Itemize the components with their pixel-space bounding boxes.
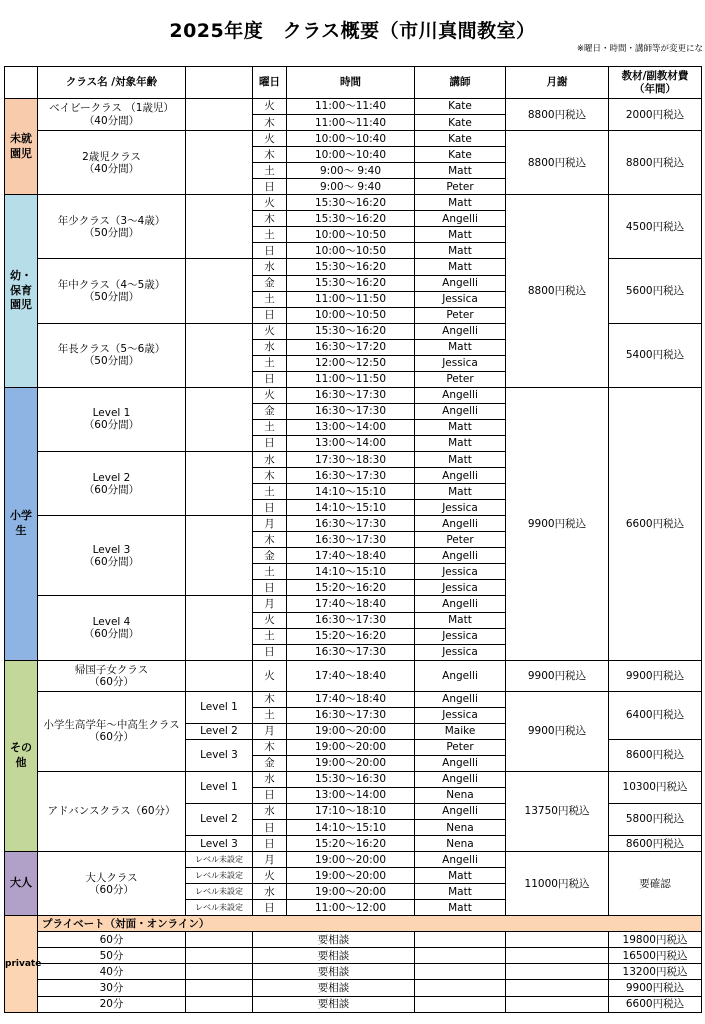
class-name: 2歳児クラス （40分間） (38, 131, 186, 195)
private-duration: 40分 (38, 964, 186, 980)
material-cell: 10300円税込 (609, 771, 702, 803)
time-cell: 17:40～18:40 (287, 691, 415, 707)
private-empty (186, 932, 253, 948)
teacher-cell: Kate (415, 115, 506, 131)
change-note: ※曜日・時間・講師等が変更にな (576, 44, 703, 54)
class-name: 帰国子女クラス （60分） (38, 660, 186, 691)
teacher-cell: Matt (415, 163, 506, 179)
section-label: 未就園児 (5, 99, 38, 195)
header-section (5, 67, 38, 99)
private-fee: 6600円税込 (609, 996, 702, 1012)
time-cell: 14:10～15:10 (287, 564, 415, 580)
teacher-cell: Peter (415, 179, 506, 195)
fee-cell: 9900円税込 (506, 660, 609, 691)
teacher-cell: Angelli (415, 516, 506, 532)
day-cell: 日 (253, 500, 287, 516)
private-row (5, 980, 702, 996)
time-cell: 10:00～10:50 (287, 243, 415, 259)
teacher-cell: Maike (415, 723, 506, 739)
private-fee: 9900円税込 (609, 980, 702, 996)
day-cell: 木 (253, 115, 287, 131)
fee-cell: 9900円税込 (506, 691, 609, 771)
day-cell: 火 (253, 99, 287, 115)
private-duration: 20分 (38, 996, 186, 1012)
day-cell: 土 (253, 227, 287, 243)
time-cell: 11:00～12:00 (287, 900, 415, 916)
material-cell: 2000円税込 (609, 99, 702, 131)
day-cell: 土 (253, 355, 287, 371)
time-cell: 9:00～ 9:40 (287, 179, 415, 195)
private-empty (506, 964, 609, 980)
time-cell: 10:00～10:40 (287, 147, 415, 163)
class-name: 小学生高学年～中高生クラス （60分） (38, 691, 186, 771)
private-row (5, 964, 702, 980)
day-cell: 月 (253, 596, 287, 612)
fee-cell: 11000円税込 (506, 852, 609, 916)
teacher-cell: Kate (415, 131, 506, 147)
material-cell: 5600円税込 (609, 259, 702, 323)
time-cell: 11:00～11:50 (287, 371, 415, 387)
private-consult: 要相談 (253, 996, 415, 1012)
teacher-cell: Matt (415, 419, 506, 435)
teacher-cell: Angelli (415, 771, 506, 787)
teacher-cell: Nena (415, 787, 506, 803)
teacher-cell: Angelli (415, 852, 506, 868)
day-cell: 日 (253, 820, 287, 836)
time-cell: 16:30～17:30 (287, 387, 415, 403)
schedule-row (5, 691, 702, 707)
day-cell: 木 (253, 691, 287, 707)
day-cell: 木 (253, 468, 287, 484)
level-cell (186, 452, 253, 516)
day-cell: 水 (253, 452, 287, 468)
teacher-cell: Angelli (415, 548, 506, 564)
teacher-cell: Angelli (415, 691, 506, 707)
teacher-cell: Jessica (415, 707, 506, 723)
day-cell: 金 (253, 275, 287, 291)
time-cell: 15:30～16:20 (287, 211, 415, 227)
level-cell (186, 259, 253, 323)
time-cell: 19:00～20:00 (287, 739, 415, 755)
time-cell: 16:30～17:30 (287, 707, 415, 723)
time-cell: 16:30～17:30 (287, 403, 415, 419)
time-cell: 16:30～17:30 (287, 644, 415, 660)
material-cell: 4500円税込 (609, 195, 702, 259)
day-cell: 金 (253, 755, 287, 771)
time-cell: 15:30～16:30 (287, 771, 415, 787)
time-cell: 15:30～16:20 (287, 275, 415, 291)
time-cell: 14:10～15:10 (287, 484, 415, 500)
teacher-cell: Angelli (415, 387, 506, 403)
day-cell: 木 (253, 739, 287, 755)
sub-level: レベル未設定 (186, 884, 253, 900)
day-cell: 土 (253, 291, 287, 307)
teacher-cell: Angelli (415, 275, 506, 291)
day-cell: 火 (253, 131, 287, 147)
private-empty (186, 948, 253, 964)
private-empty (506, 996, 609, 1012)
teacher-cell: Peter (415, 532, 506, 548)
time-cell: 9:00～ 9:40 (287, 163, 415, 179)
teacher-cell: Jessica (415, 644, 506, 660)
time-cell: 15:20～16:20 (287, 580, 415, 596)
private-empty (186, 996, 253, 1012)
time-cell: 17:10～18:10 (287, 803, 415, 819)
level-cell (186, 131, 253, 195)
day-cell: 金 (253, 403, 287, 419)
time-cell: 12:00～12:50 (287, 355, 415, 371)
time-cell: 15:30～16:20 (287, 195, 415, 211)
day-cell: 火 (253, 323, 287, 339)
section-label: その他 (5, 660, 38, 851)
private-duration: 30分 (38, 980, 186, 996)
private-empty (415, 964, 506, 980)
schedule-row (5, 195, 702, 211)
private-empty (415, 980, 506, 996)
sub-level: Level 2 (186, 803, 253, 835)
day-cell: 日 (253, 644, 287, 660)
schedule-row (5, 131, 702, 147)
teacher-cell: Angelli (415, 755, 506, 771)
material-cell: 6400円税込 (609, 691, 702, 739)
teacher-cell: Angelli (415, 468, 506, 484)
private-row (5, 932, 702, 948)
section-label: 小学生 (5, 387, 38, 660)
day-cell: 日 (253, 307, 287, 323)
sub-level: Level 1 (186, 691, 253, 723)
teacher-cell: Matt (415, 435, 506, 451)
fee-cell: 8800円税込 (506, 131, 609, 195)
page-title: 2025年度 クラス概要（市川真間教室） (169, 20, 536, 42)
teacher-cell: Jessica (415, 355, 506, 371)
day-cell: 火 (253, 660, 287, 691)
time-cell: 13:00～14:00 (287, 435, 415, 451)
time-cell: 13:00～14:00 (287, 787, 415, 803)
private-row (5, 948, 702, 964)
day-cell: 土 (253, 419, 287, 435)
day-cell: 日 (253, 580, 287, 596)
fee-cell: 8800円税込 (506, 99, 609, 131)
material-cell: 9900円税込 (609, 660, 702, 691)
day-cell: 土 (253, 707, 287, 723)
class-name: Level 2 （60分間） (38, 452, 186, 516)
sub-level: レベル未設定 (186, 852, 253, 868)
time-cell: 17:30～18:30 (287, 452, 415, 468)
sub-level: Level 3 (186, 739, 253, 771)
private-empty (415, 948, 506, 964)
teacher-cell: Matt (415, 259, 506, 275)
level-cell (186, 323, 253, 387)
class-name: Level 3 （60分間） (38, 516, 186, 596)
time-cell: 17:40～18:40 (287, 660, 415, 691)
time-cell: 19:00～20:00 (287, 868, 415, 884)
day-cell: 日 (253, 836, 287, 852)
header-time: 時間 (287, 67, 415, 99)
class-name: 年少クラス（3～4歳） （50分間） (38, 195, 186, 259)
teacher-cell: Angelli (415, 596, 506, 612)
teacher-cell: Peter (415, 307, 506, 323)
private-fee: 19800円税込 (609, 932, 702, 948)
time-cell: 16:30～17:30 (287, 468, 415, 484)
private-empty (506, 932, 609, 948)
schedule-row (5, 387, 702, 403)
day-cell: 水 (253, 259, 287, 275)
day-cell: 日 (253, 371, 287, 387)
time-cell: 16:30～17:30 (287, 516, 415, 532)
teacher-cell: Matt (415, 900, 506, 916)
day-cell: 火 (253, 612, 287, 628)
day-cell: 火 (253, 868, 287, 884)
day-cell: 水 (253, 884, 287, 900)
header-day: 曜日 (253, 67, 287, 99)
level-cell (186, 660, 253, 691)
section-label: private (5, 916, 38, 1012)
time-cell: 15:20～16:20 (287, 628, 415, 644)
sub-level: レベル未設定 (186, 900, 253, 916)
day-cell: 日 (253, 787, 287, 803)
time-cell: 14:10～15:10 (287, 500, 415, 516)
day-cell: 水 (253, 339, 287, 355)
class-name: ベイビークラス （1歳児） （40分間） (38, 99, 186, 131)
time-cell: 14:10～15:10 (287, 820, 415, 836)
time-cell: 15:30～16:20 (287, 323, 415, 339)
day-cell: 木 (253, 147, 287, 163)
teacher-cell: Angelli (415, 211, 506, 227)
teacher-cell: Matt (415, 227, 506, 243)
level-cell (186, 195, 253, 259)
fee-cell: 13750円税込 (506, 771, 609, 851)
sub-level: Level 2 (186, 723, 253, 739)
private-consult: 要相談 (253, 964, 415, 980)
time-cell: 11:00～11:40 (287, 99, 415, 115)
private-consult: 要相談 (253, 980, 415, 996)
private-empty (415, 996, 506, 1012)
teacher-cell: Matt (415, 884, 506, 900)
teacher-cell: Angelli (415, 803, 506, 819)
header-material: 教材/副教材費 （年間） (609, 67, 702, 99)
teacher-cell: Nena (415, 820, 506, 836)
teacher-cell: Matt (415, 339, 506, 355)
private-duration: 60分 (38, 932, 186, 948)
time-cell: 11:00～11:40 (287, 115, 415, 131)
private-title: プライベート（対面・オンライン） (38, 916, 702, 932)
class-name: アドバンスクラス（60分） (38, 771, 186, 851)
private-row (5, 996, 702, 1012)
class-schedule-table (4, 66, 702, 1013)
teacher-cell: Jessica (415, 500, 506, 516)
day-cell: 日 (253, 435, 287, 451)
level-cell (186, 99, 253, 131)
teacher-cell: Kate (415, 99, 506, 115)
day-cell: 土 (253, 628, 287, 644)
material-cell: 8600円税込 (609, 739, 702, 771)
private-empty (506, 948, 609, 964)
day-cell: 土 (253, 484, 287, 500)
sub-level: Level 3 (186, 836, 253, 852)
day-cell: 木 (253, 211, 287, 227)
time-cell: 13:00～14:00 (287, 419, 415, 435)
teacher-cell: Kate (415, 147, 506, 163)
class-name: Level 1 （60分間） (38, 387, 186, 451)
day-cell: 日 (253, 900, 287, 916)
header-teacher: 講師 (415, 67, 506, 99)
private-consult: 要相談 (253, 932, 415, 948)
time-cell: 10:00～10:50 (287, 227, 415, 243)
teacher-cell: Matt (415, 243, 506, 259)
fee-cell: 9900円税込 (506, 387, 609, 660)
material-cell: 5800円税込 (609, 803, 702, 835)
section-label: 幼・保育園児 (5, 195, 38, 388)
teacher-cell: Angelli (415, 323, 506, 339)
teacher-cell: Peter (415, 371, 506, 387)
sub-level: レベル未設定 (186, 868, 253, 884)
day-cell: 水 (253, 771, 287, 787)
time-cell: 10:00～10:40 (287, 131, 415, 147)
teacher-cell: Peter (415, 739, 506, 755)
teacher-cell: Matt (415, 612, 506, 628)
time-cell: 16:30～17:30 (287, 532, 415, 548)
class-name: 年中クラス（4～5歳） （50分間） (38, 259, 186, 323)
time-cell: 10:00～10:50 (287, 307, 415, 323)
private-empty (506, 980, 609, 996)
day-cell: 月 (253, 723, 287, 739)
class-name: Level 4 （60分間） (38, 596, 186, 660)
header-level (186, 67, 253, 99)
time-cell: 17:40～18:40 (287, 548, 415, 564)
teacher-cell: Angelli (415, 403, 506, 419)
private-empty (186, 980, 253, 996)
private-fee: 13200円税込 (609, 964, 702, 980)
day-cell: 木 (253, 532, 287, 548)
material-cell: 8600円税込 (609, 836, 702, 852)
header-class: クラス名 /対象年齢 (38, 67, 186, 99)
teacher-cell: Angelli (415, 660, 506, 691)
private-duration: 50分 (38, 948, 186, 964)
level-cell (186, 516, 253, 596)
day-cell: 月 (253, 516, 287, 532)
time-cell: 19:00～20:00 (287, 723, 415, 739)
time-cell: 16:30～17:30 (287, 612, 415, 628)
time-cell: 17:40～18:40 (287, 596, 415, 612)
time-cell: 15:30～16:20 (287, 259, 415, 275)
private-empty (415, 932, 506, 948)
time-cell: 19:00～20:00 (287, 884, 415, 900)
fee-cell: 8800円税込 (506, 195, 609, 388)
class-name: 年長クラス（5～6歳） （50分間） (38, 323, 186, 387)
section-label: 大人 (5, 852, 38, 916)
material-cell: 5400円税込 (609, 323, 702, 387)
time-cell: 19:00～20:00 (287, 852, 415, 868)
schedule-row (5, 852, 702, 868)
schedule-row (5, 660, 702, 691)
sub-level: Level 1 (186, 771, 253, 803)
time-cell: 11:00～11:50 (287, 291, 415, 307)
private-header-row (5, 916, 702, 932)
day-cell: 月 (253, 852, 287, 868)
time-cell: 15:20～16:20 (287, 836, 415, 852)
time-cell: 16:30～17:20 (287, 339, 415, 355)
teacher-cell: Nena (415, 836, 506, 852)
teacher-cell: Jessica (415, 628, 506, 644)
private-fee: 16500円税込 (609, 948, 702, 964)
level-cell (186, 596, 253, 660)
teacher-cell: Matt (415, 452, 506, 468)
day-cell: 水 (253, 803, 287, 819)
day-cell: 土 (253, 163, 287, 179)
class-name: 大人クラス （60分） (38, 852, 186, 916)
teacher-cell: Jessica (415, 580, 506, 596)
day-cell: 日 (253, 179, 287, 195)
day-cell: 日 (253, 243, 287, 259)
header-fee: 月謝 (506, 67, 609, 99)
material-cell: 8800円税込 (609, 131, 702, 195)
private-empty (186, 964, 253, 980)
day-cell: 土 (253, 564, 287, 580)
teacher-cell: Matt (415, 195, 506, 211)
teacher-cell: Matt (415, 484, 506, 500)
material-cell: 要確認 (609, 852, 702, 916)
header-row (5, 67, 702, 99)
day-cell: 金 (253, 548, 287, 564)
schedule-row (5, 771, 702, 787)
teacher-cell: Jessica (415, 291, 506, 307)
time-cell: 19:00～20:00 (287, 755, 415, 771)
private-consult: 要相談 (253, 948, 415, 964)
day-cell: 火 (253, 387, 287, 403)
teacher-cell: Matt (415, 868, 506, 884)
day-cell: 火 (253, 195, 287, 211)
teacher-cell: Jessica (415, 564, 506, 580)
level-cell (186, 387, 253, 451)
material-cell: 6600円税込 (609, 387, 702, 660)
schedule-row (5, 99, 702, 115)
